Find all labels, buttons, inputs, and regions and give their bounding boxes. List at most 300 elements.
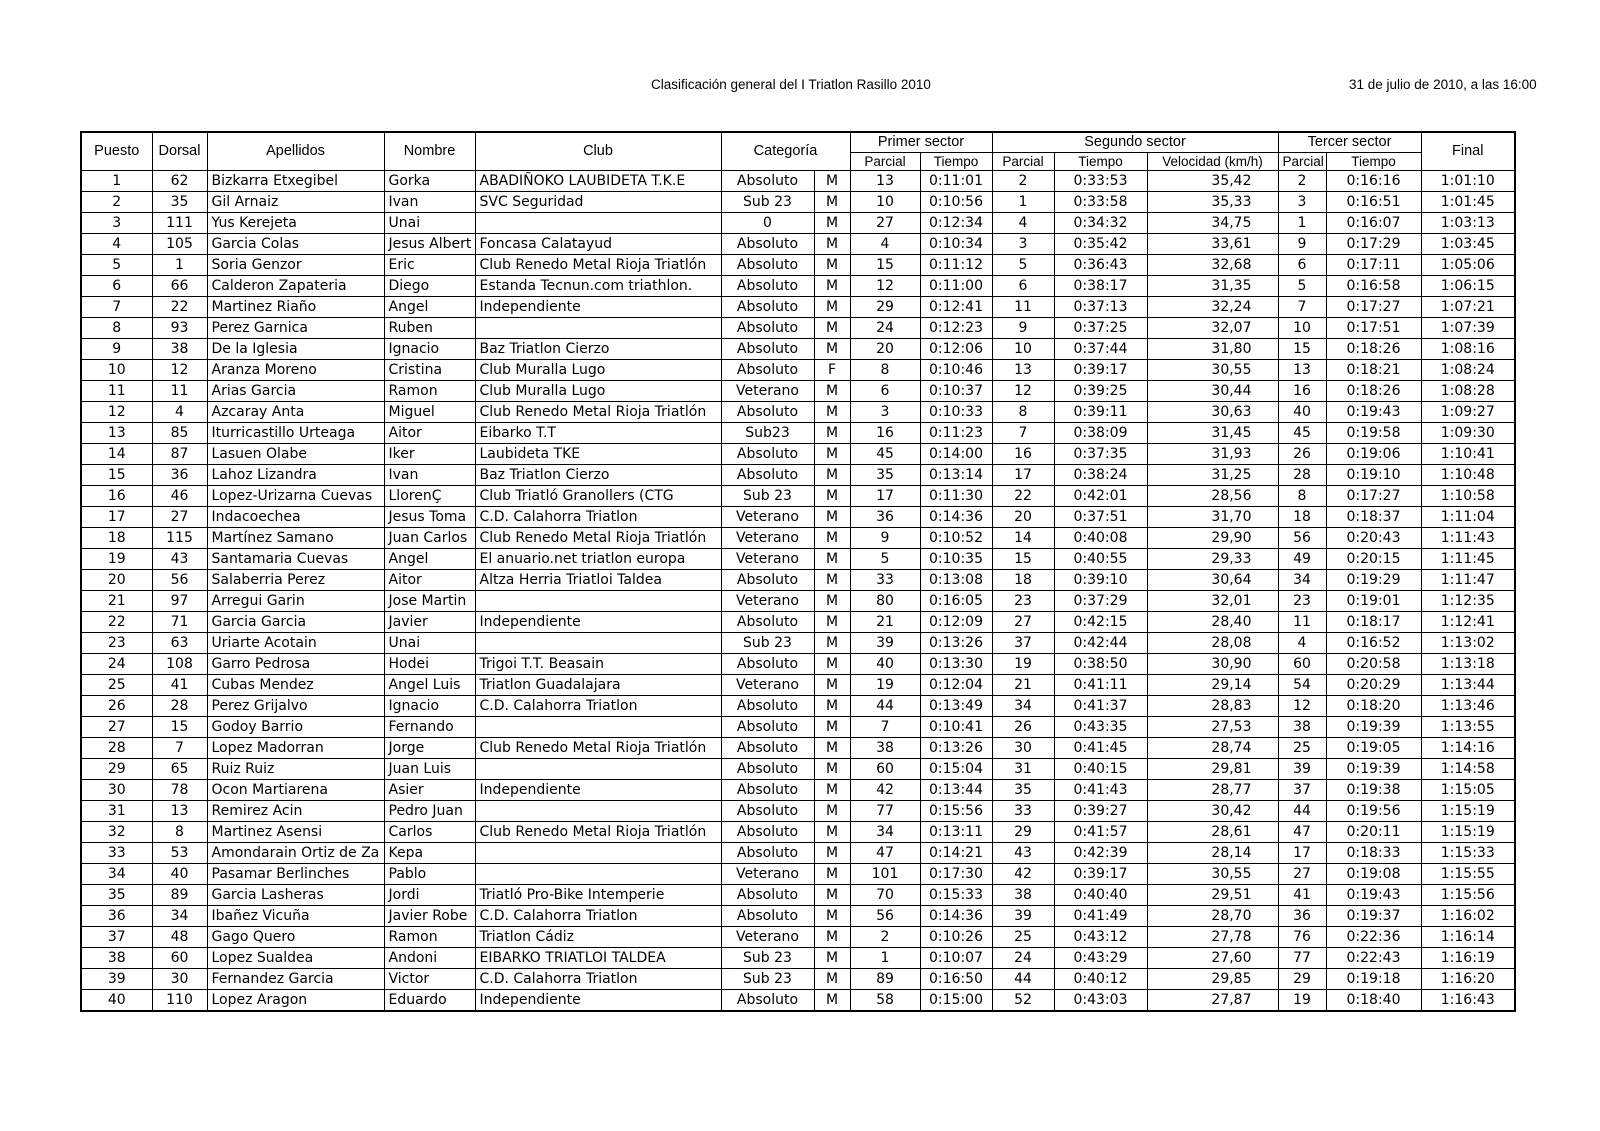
cell-categoria: Absoluto: [721, 255, 814, 276]
cell-parcial-1: 20: [850, 339, 920, 360]
cell-sexo: M: [814, 318, 850, 339]
cell-apellidos: Remirez Acin: [207, 801, 384, 822]
cell-final: 1:14:16: [1421, 738, 1515, 759]
cell-apellidos: Lahoz Lizandra: [207, 465, 384, 486]
cell-final: 1:10:48: [1421, 465, 1515, 486]
cell-nombre: Carlos: [384, 822, 475, 843]
cell-nombre: Juan Luis: [384, 759, 475, 780]
cell-nombre: Ivan: [384, 465, 475, 486]
cell-dorsal: 97: [152, 591, 207, 612]
cell-dorsal: 78: [152, 780, 207, 801]
cell-sexo: M: [814, 906, 850, 927]
table-row: [81, 780, 1515, 801]
cell-parcial-1: 15: [850, 255, 920, 276]
cell-final: 1:12:35: [1421, 591, 1515, 612]
cell-parcial-3: 5: [1278, 276, 1326, 297]
cell-puesto: 11: [81, 381, 152, 402]
cell-tiempo-2: 0:38:24: [1054, 465, 1147, 486]
cell-categoria: Absoluto: [721, 822, 814, 843]
cell-velocidad: 29,51: [1147, 885, 1278, 906]
cell-sexo: M: [814, 864, 850, 885]
cell-final: 1:09:30: [1421, 423, 1515, 444]
cell-categoria: Absoluto: [721, 906, 814, 927]
cell-dorsal: 85: [152, 423, 207, 444]
cell-tiempo-2: 0:33:53: [1054, 171, 1147, 192]
cell-parcial-1: 7: [850, 717, 920, 738]
cell-categoria: Veterano: [721, 864, 814, 885]
cell-dorsal: 111: [152, 213, 207, 234]
cell-velocidad: 31,93: [1147, 444, 1278, 465]
cell-apellidos: Fernandez Garcia: [207, 969, 384, 990]
cell-tiempo-2: 0:34:32: [1054, 213, 1147, 234]
cell-puesto: 14: [81, 444, 152, 465]
cell-club: Club Renedo Metal Rioja Triatlón: [475, 822, 721, 843]
cell-dorsal: 1: [152, 255, 207, 276]
cell-dorsal: 110: [152, 990, 207, 1012]
cell-velocidad: 28,70: [1147, 906, 1278, 927]
cell-categoria: Absoluto: [721, 297, 814, 318]
cell-dorsal: 41: [152, 675, 207, 696]
cell-categoria: Absoluto: [721, 444, 814, 465]
cell-dorsal: 105: [152, 234, 207, 255]
cell-parcial-2: 26: [992, 717, 1054, 738]
cell-tiempo-1: 0:15:56: [920, 801, 992, 822]
cell-tiempo-3: 0:18:26: [1326, 381, 1421, 402]
cell-puesto: 28: [81, 738, 152, 759]
cell-sexo: M: [814, 927, 850, 948]
table-row: [81, 633, 1515, 654]
cell-parcial-2: 19: [992, 654, 1054, 675]
cell-sexo: M: [814, 276, 850, 297]
cell-club: [475, 633, 721, 654]
cell-nombre: Iker: [384, 444, 475, 465]
cell-parcial-3: 44: [1278, 801, 1326, 822]
cell-velocidad: 31,45: [1147, 423, 1278, 444]
cell-velocidad: 33,61: [1147, 234, 1278, 255]
cell-parcial-3: 49: [1278, 549, 1326, 570]
cell-categoria: Veterano: [721, 507, 814, 528]
cell-velocidad: 30,55: [1147, 360, 1278, 381]
cell-nombre: Gorka: [384, 171, 475, 192]
table-row: [81, 549, 1515, 570]
cell-categoria: Sub 23: [721, 948, 814, 969]
cell-tiempo-1: 0:10:41: [920, 717, 992, 738]
cell-categoria: Absoluto: [721, 171, 814, 192]
cell-categoria: Absoluto: [721, 360, 814, 381]
cell-velocidad: 27,78: [1147, 927, 1278, 948]
cell-dorsal: 48: [152, 927, 207, 948]
cell-apellidos: Uriarte Acotain: [207, 633, 384, 654]
cell-nombre: Jesus Toma: [384, 507, 475, 528]
cell-final: 1:13:18: [1421, 654, 1515, 675]
cell-nombre: Cristina: [384, 360, 475, 381]
cell-club: Triatló Pro-Bike Intemperie: [475, 885, 721, 906]
cell-tiempo-3: 0:19:43: [1326, 402, 1421, 423]
cell-club: C.D. Calahorra Triatlon: [475, 906, 721, 927]
cell-dorsal: 22: [152, 297, 207, 318]
cell-puesto: 39: [81, 969, 152, 990]
cell-club: SVC Seguridad: [475, 192, 721, 213]
cell-parcial-3: 36: [1278, 906, 1326, 927]
cell-parcial-2: 4: [992, 213, 1054, 234]
cell-club: Trigoi T.T. Beasain: [475, 654, 721, 675]
cell-club: Independiente: [475, 612, 721, 633]
cell-sexo: M: [814, 801, 850, 822]
cell-parcial-1: 6: [850, 381, 920, 402]
cell-tiempo-2: 0:42:44: [1054, 633, 1147, 654]
table-row: [81, 570, 1515, 591]
cell-dorsal: 13: [152, 801, 207, 822]
cell-final: 1:08:28: [1421, 381, 1515, 402]
cell-final: 1:10:58: [1421, 486, 1515, 507]
cell-velocidad: 28,61: [1147, 822, 1278, 843]
cell-parcial-2: 20: [992, 507, 1054, 528]
cell-dorsal: 56: [152, 570, 207, 591]
cell-dorsal: 63: [152, 633, 207, 654]
cell-parcial-3: 37: [1278, 780, 1326, 801]
cell-tiempo-1: 0:12:09: [920, 612, 992, 633]
cell-nombre: Juan Carlos: [384, 528, 475, 549]
cell-tiempo-1: 0:12:41: [920, 297, 992, 318]
cell-club: Eibarko T.T: [475, 423, 721, 444]
cell-parcial-1: 19: [850, 675, 920, 696]
cell-parcial-1: 16: [850, 423, 920, 444]
cell-parcial-3: 27: [1278, 864, 1326, 885]
cell-club: Club Renedo Metal Rioja Triatlón: [475, 738, 721, 759]
cell-parcial-3: 6: [1278, 255, 1326, 276]
cell-parcial-2: 33: [992, 801, 1054, 822]
cell-tiempo-3: 0:16:16: [1326, 171, 1421, 192]
cell-dorsal: 89: [152, 885, 207, 906]
cell-velocidad: 28,83: [1147, 696, 1278, 717]
cell-puesto: 12: [81, 402, 152, 423]
cell-tiempo-3: 0:17:51: [1326, 318, 1421, 339]
cell-final: 1:01:45: [1421, 192, 1515, 213]
cell-tiempo-1: 0:13:08: [920, 570, 992, 591]
cell-tiempo-3: 0:20:58: [1326, 654, 1421, 675]
cell-parcial-1: 24: [850, 318, 920, 339]
cell-parcial-2: 44: [992, 969, 1054, 990]
table-row: [81, 339, 1515, 360]
cell-parcial-3: 54: [1278, 675, 1326, 696]
cell-tiempo-3: 0:18:26: [1326, 339, 1421, 360]
cell-tiempo-3: 0:20:15: [1326, 549, 1421, 570]
cell-puesto: 27: [81, 717, 152, 738]
cell-final: 1:15:19: [1421, 801, 1515, 822]
cell-tiempo-1: 0:14:21: [920, 843, 992, 864]
cell-parcial-1: 33: [850, 570, 920, 591]
cell-parcial-3: 19: [1278, 990, 1326, 1012]
cell-nombre: Andoni: [384, 948, 475, 969]
results-body: [81, 171, 1515, 1012]
cell-club: Laubideta TKE: [475, 444, 721, 465]
cell-apellidos: Gago Quero: [207, 927, 384, 948]
cell-dorsal: 66: [152, 276, 207, 297]
table-row: [81, 948, 1515, 969]
cell-tiempo-2: 0:39:17: [1054, 360, 1147, 381]
cell-tiempo-2: 0:42:15: [1054, 612, 1147, 633]
cell-categoria: Absoluto: [721, 402, 814, 423]
cell-final: 1:03:45: [1421, 234, 1515, 255]
cell-parcial-3: 45: [1278, 423, 1326, 444]
cell-puesto: 16: [81, 486, 152, 507]
table-row: [81, 738, 1515, 759]
cell-sexo: M: [814, 192, 850, 213]
cell-puesto: 1: [81, 171, 152, 192]
cell-velocidad: 28,40: [1147, 612, 1278, 633]
cell-categoria: Absoluto: [721, 570, 814, 591]
cell-tiempo-2: 0:43:12: [1054, 927, 1147, 948]
table-row: [81, 969, 1515, 990]
cell-nombre: Jorge: [384, 738, 475, 759]
cell-puesto: 25: [81, 675, 152, 696]
cell-parcial-1: 4: [850, 234, 920, 255]
cell-dorsal: 34: [152, 906, 207, 927]
table-row: [81, 276, 1515, 297]
cell-parcial-2: 5: [992, 255, 1054, 276]
cell-dorsal: 35: [152, 192, 207, 213]
cell-club: [475, 318, 721, 339]
cell-tiempo-2: 0:39:11: [1054, 402, 1147, 423]
table-row: [81, 213, 1515, 234]
cell-velocidad: 29,14: [1147, 675, 1278, 696]
cell-parcial-2: 52: [992, 990, 1054, 1012]
cell-tiempo-2: 0:43:35: [1054, 717, 1147, 738]
cell-puesto: 31: [81, 801, 152, 822]
cell-tiempo-1: 0:10:26: [920, 927, 992, 948]
cell-nombre: Diego: [384, 276, 475, 297]
cell-tiempo-1: 0:10:37: [920, 381, 992, 402]
header-apellidos: Apellidos: [207, 132, 384, 171]
cell-tiempo-2: 0:37:35: [1054, 444, 1147, 465]
header-categoria: Categoría: [721, 132, 850, 171]
cell-parcial-1: 1: [850, 948, 920, 969]
cell-parcial-2: 30: [992, 738, 1054, 759]
cell-dorsal: 36: [152, 465, 207, 486]
cell-parcial-1: 89: [850, 969, 920, 990]
cell-final: 1:11:45: [1421, 549, 1515, 570]
cell-dorsal: 8: [152, 822, 207, 843]
cell-puesto: 18: [81, 528, 152, 549]
cell-club: [475, 864, 721, 885]
cell-velocidad: 30,63: [1147, 402, 1278, 423]
cell-final: 1:11:43: [1421, 528, 1515, 549]
cell-club: Club Muralla Lugo: [475, 360, 721, 381]
cell-tiempo-1: 0:11:00: [920, 276, 992, 297]
cell-tiempo-2: 0:41:45: [1054, 738, 1147, 759]
cell-apellidos: Yus Kerejeta: [207, 213, 384, 234]
cell-nombre: Asier: [384, 780, 475, 801]
cell-sexo: M: [814, 444, 850, 465]
cell-categoria: Absoluto: [721, 780, 814, 801]
cell-tiempo-1: 0:11:12: [920, 255, 992, 276]
table-row: [81, 381, 1515, 402]
cell-parcial-1: 45: [850, 444, 920, 465]
cell-club: Independiente: [475, 780, 721, 801]
cell-tiempo-2: 0:39:27: [1054, 801, 1147, 822]
header-tiempo-1: Tiempo: [920, 153, 992, 171]
table-row: [81, 360, 1515, 381]
cell-final: 1:15:56: [1421, 885, 1515, 906]
cell-parcial-3: 17: [1278, 843, 1326, 864]
cell-sexo: M: [814, 780, 850, 801]
cell-parcial-2: 6: [992, 276, 1054, 297]
cell-nombre: Ramon: [384, 381, 475, 402]
cell-sexo: M: [814, 696, 850, 717]
cell-apellidos: Garro Pedrosa: [207, 654, 384, 675]
cell-velocidad: 30,42: [1147, 801, 1278, 822]
table-row: [81, 843, 1515, 864]
cell-categoria: Absoluto: [721, 234, 814, 255]
cell-tiempo-1: 0:13:14: [920, 465, 992, 486]
cell-puesto: 23: [81, 633, 152, 654]
table-row: [81, 822, 1515, 843]
cell-club: Club Renedo Metal Rioja Triatlón: [475, 402, 721, 423]
cell-tiempo-1: 0:15:04: [920, 759, 992, 780]
cell-puesto: 9: [81, 339, 152, 360]
cell-final: 1:12:41: [1421, 612, 1515, 633]
cell-final: 1:16:19: [1421, 948, 1515, 969]
cell-velocidad: 32,24: [1147, 297, 1278, 318]
table-row: [81, 612, 1515, 633]
cell-parcial-1: 36: [850, 507, 920, 528]
header-primer-sector: Primer sector: [850, 132, 992, 153]
cell-apellidos: Arias Garcia: [207, 381, 384, 402]
cell-sexo: M: [814, 612, 850, 633]
cell-sexo: M: [814, 381, 850, 402]
header-tercer-sector: Tercer sector: [1278, 132, 1421, 153]
cell-tiempo-3: 0:16:51: [1326, 192, 1421, 213]
table-row: [81, 171, 1515, 192]
cell-puesto: 38: [81, 948, 152, 969]
cell-nombre: Ignacio: [384, 696, 475, 717]
cell-velocidad: 27,60: [1147, 948, 1278, 969]
cell-parcial-2: 25: [992, 927, 1054, 948]
cell-velocidad: 30,44: [1147, 381, 1278, 402]
cell-nombre: Victor: [384, 969, 475, 990]
cell-categoria: 0: [721, 213, 814, 234]
cell-parcial-1: 5: [850, 549, 920, 570]
cell-tiempo-3: 0:17:11: [1326, 255, 1421, 276]
cell-dorsal: 65: [152, 759, 207, 780]
cell-tiempo-3: 0:16:07: [1326, 213, 1421, 234]
cell-tiempo-2: 0:37:29: [1054, 591, 1147, 612]
cell-apellidos: Perez Garnica: [207, 318, 384, 339]
cell-club: Club Renedo Metal Rioja Triatlón: [475, 528, 721, 549]
cell-club: C.D. Calahorra Triatlon: [475, 969, 721, 990]
cell-nombre: Aitor: [384, 423, 475, 444]
cell-parcial-1: 77: [850, 801, 920, 822]
cell-parcial-3: 7: [1278, 297, 1326, 318]
cell-velocidad: 35,33: [1147, 192, 1278, 213]
cell-puesto: 2: [81, 192, 152, 213]
cell-sexo: M: [814, 885, 850, 906]
cell-final: 1:15:19: [1421, 822, 1515, 843]
cell-dorsal: 11: [152, 381, 207, 402]
cell-parcial-1: 56: [850, 906, 920, 927]
table-row: [81, 591, 1515, 612]
cell-tiempo-1: 0:13:30: [920, 654, 992, 675]
cell-parcial-1: 21: [850, 612, 920, 633]
cell-tiempo-3: 0:16:52: [1326, 633, 1421, 654]
cell-tiempo-1: 0:10:07: [920, 948, 992, 969]
cell-apellidos: Garcia Lasheras: [207, 885, 384, 906]
cell-final: 1:15:55: [1421, 864, 1515, 885]
cell-parcial-1: 13: [850, 171, 920, 192]
cell-tiempo-2: 0:40:12: [1054, 969, 1147, 990]
cell-parcial-2: 38: [992, 885, 1054, 906]
cell-tiempo-1: 0:10:56: [920, 192, 992, 213]
cell-club: Club Triatló Granollers (CTG: [475, 486, 721, 507]
cell-parcial-2: 15: [992, 549, 1054, 570]
table-row: [81, 801, 1515, 822]
cell-sexo: M: [814, 570, 850, 591]
cell-tiempo-3: 0:18:33: [1326, 843, 1421, 864]
header-final: Final: [1421, 132, 1515, 171]
cell-parcial-3: 12: [1278, 696, 1326, 717]
cell-nombre: Ruben: [384, 318, 475, 339]
cell-puesto: 30: [81, 780, 152, 801]
cell-velocidad: 27,87: [1147, 990, 1278, 1012]
cell-sexo: M: [814, 339, 850, 360]
cell-tiempo-3: 0:19:58: [1326, 423, 1421, 444]
cell-sexo: M: [814, 255, 850, 276]
cell-final: 1:13:44: [1421, 675, 1515, 696]
cell-dorsal: 30: [152, 969, 207, 990]
cell-categoria: Absoluto: [721, 843, 814, 864]
cell-categoria: Absoluto: [721, 717, 814, 738]
cell-nombre: Ignacio: [384, 339, 475, 360]
cell-categoria: Absoluto: [721, 696, 814, 717]
cell-categoria: Sub 23: [721, 486, 814, 507]
cell-tiempo-2: 0:39:10: [1054, 570, 1147, 591]
cell-categoria: Absoluto: [721, 654, 814, 675]
header-dorsal: Dorsal: [152, 132, 207, 171]
cell-parcial-3: 56: [1278, 528, 1326, 549]
cell-tiempo-1: 0:12:34: [920, 213, 992, 234]
cell-parcial-2: 14: [992, 528, 1054, 549]
cell-sexo: M: [814, 507, 850, 528]
cell-dorsal: 62: [152, 171, 207, 192]
cell-parcial-3: 1: [1278, 213, 1326, 234]
header-club: Club: [475, 132, 721, 171]
cell-sexo: M: [814, 213, 850, 234]
cell-parcial-1: 29: [850, 297, 920, 318]
header-velocidad: Velocidad (km/h): [1147, 153, 1278, 171]
cell-puesto: 22: [81, 612, 152, 633]
cell-apellidos: Lopez Aragon: [207, 990, 384, 1012]
cell-dorsal: 115: [152, 528, 207, 549]
cell-sexo: M: [814, 486, 850, 507]
cell-velocidad: 31,80: [1147, 339, 1278, 360]
cell-tiempo-3: 0:17:27: [1326, 297, 1421, 318]
table-row: [81, 654, 1515, 675]
table-row: [81, 864, 1515, 885]
cell-final: 1:09:27: [1421, 402, 1515, 423]
cell-dorsal: 60: [152, 948, 207, 969]
cell-parcial-3: 34: [1278, 570, 1326, 591]
cell-tiempo-2: 0:39:17: [1054, 864, 1147, 885]
cell-tiempo-3: 0:19:37: [1326, 906, 1421, 927]
cell-tiempo-2: 0:38:09: [1054, 423, 1147, 444]
cell-parcial-1: 39: [850, 633, 920, 654]
cell-tiempo-1: 0:13:11: [920, 822, 992, 843]
header-segundo-sector: Segundo sector: [992, 132, 1278, 153]
cell-parcial-2: 10: [992, 339, 1054, 360]
cell-puesto: 15: [81, 465, 152, 486]
table-row: [81, 675, 1515, 696]
cell-parcial-3: 40: [1278, 402, 1326, 423]
